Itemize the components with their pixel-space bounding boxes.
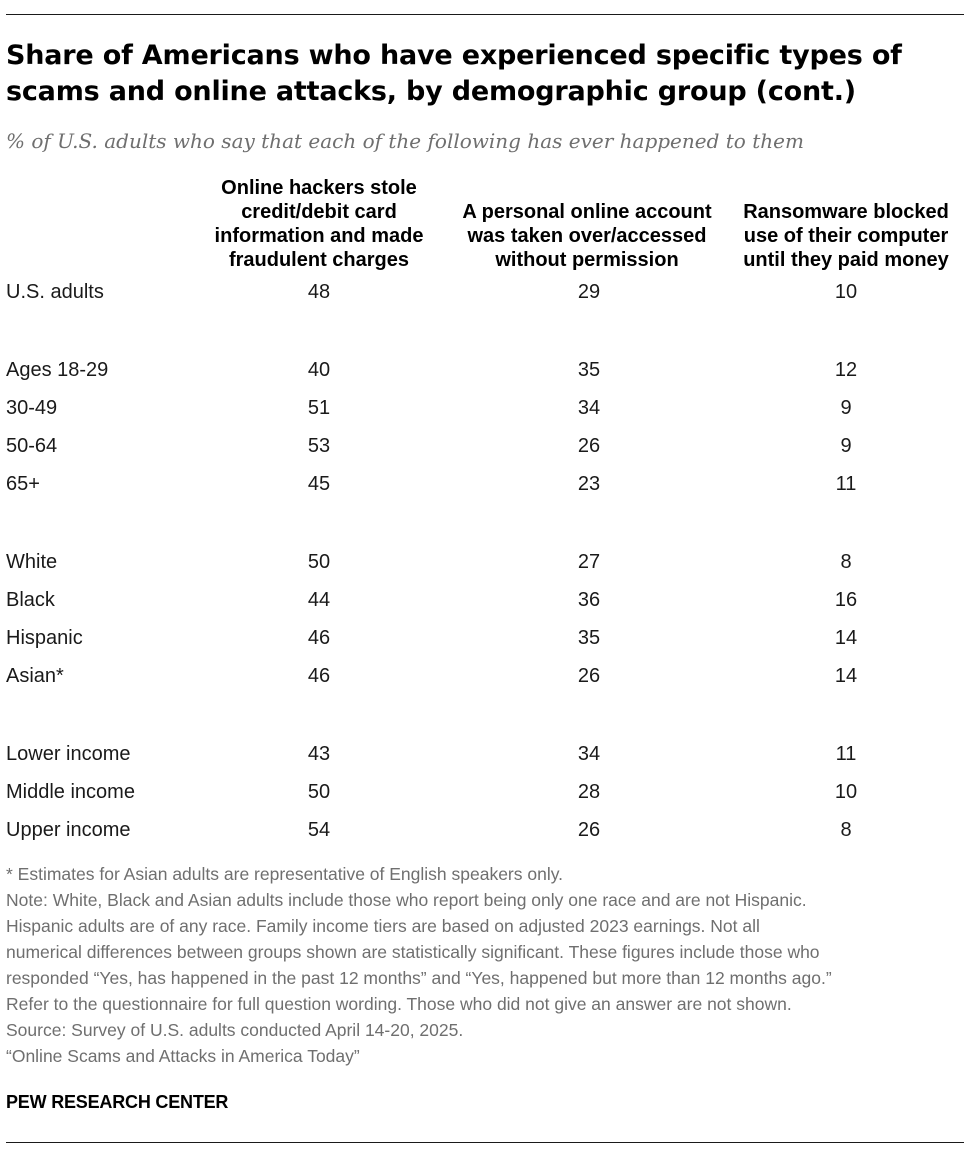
cell-value: 9: [840, 435, 852, 457]
cell-value: 26: [577, 665, 601, 687]
table-row: [0, 623, 970, 653]
column-header-credit-card: Online hackers stole credit/debit card information and made fraudulent charges: [214, 177, 424, 271]
row-label: 30-49: [6, 397, 58, 419]
cell-value: 34: [577, 743, 601, 765]
row-label: Asian*: [6, 665, 64, 687]
report-title-line: “Online Scams and Attacks in America Today”: [6, 1046, 360, 1066]
row-label: U.S. adults: [6, 281, 104, 303]
cell-value: 46: [307, 627, 331, 649]
row-label: White: [6, 551, 58, 573]
cell-value: 10: [834, 781, 858, 803]
row-label: Ages 18-29: [6, 359, 109, 381]
row-label: Middle income: [6, 781, 135, 803]
cell-value: 54: [307, 819, 331, 841]
table-row: [0, 355, 970, 385]
cell-value: 50: [307, 551, 331, 573]
cell-value: 44: [307, 589, 331, 611]
note-line: Note: White, Black and Asian adults include those who report being only one race and are not Hispanic.: [6, 890, 807, 910]
source-line: Source: Survey of U.S. adults conducted April 14-20, 2025.: [6, 1020, 464, 1040]
table-row: [0, 393, 970, 423]
cell-value: 36: [577, 589, 601, 611]
cell-value: 48: [307, 281, 331, 303]
cell-value: 12: [834, 359, 858, 381]
row-label: 65+: [6, 473, 40, 495]
cell-value: 35: [577, 627, 601, 649]
cell-value: 46: [307, 665, 331, 687]
row-label: Black: [6, 589, 55, 611]
cell-value: 40: [307, 359, 331, 381]
chart-subtitle: % of U.S. adults who say that each of the following has ever happened to them: [6, 129, 804, 153]
table-row: [0, 277, 970, 307]
footnotes: [6, 861, 966, 1069]
top-rule: [6, 14, 964, 15]
cell-value: 27: [577, 551, 601, 573]
cell-value: 53: [307, 435, 331, 457]
cell-value: 51: [307, 397, 331, 419]
row-label: Upper income: [6, 819, 131, 841]
cell-value: 11: [835, 473, 857, 495]
chart-title: Share of Americans who have experienced specific types of scams and online attacks, by demographic group (cont.): [6, 40, 902, 107]
cell-value: 10: [834, 281, 858, 303]
cell-value: 14: [834, 665, 858, 687]
table-row: [0, 661, 970, 691]
cell-value: 28: [577, 781, 601, 803]
cell-value: 43: [307, 743, 331, 765]
cell-value: 26: [577, 435, 601, 457]
row-label: Hispanic: [6, 627, 83, 649]
table-row: [0, 469, 970, 499]
cell-value: 50: [307, 781, 331, 803]
cell-value: 8: [840, 819, 852, 841]
cell-value: 35: [577, 359, 601, 381]
cell-value: 8: [840, 551, 852, 573]
cell-value: 11: [835, 743, 857, 765]
row-label: Lower income: [6, 743, 131, 765]
cell-value: 29: [577, 281, 601, 303]
cell-value: 26: [577, 819, 601, 841]
note-line: numerical differences between groups shown are statistically significant. These figures include those who: [6, 942, 820, 962]
table-row: [0, 739, 970, 769]
column-header-account-takeover: A personal online account was taken over/accessed without permission: [462, 201, 712, 271]
asterisk-note: * Estimates for Asian adults are representative of English speakers only.: [6, 864, 564, 884]
cell-value: 14: [834, 627, 858, 649]
bottom-rule: [6, 1142, 964, 1143]
pew-research-center-logo: PEW RESEARCH CENTER: [6, 1092, 229, 1112]
note-line: Refer to the questionnaire for full question wording. Those who did not give an answer are not shown.: [6, 994, 792, 1014]
column-header-ransomware: Ransomware blocked use of their computer until they paid money: [743, 201, 949, 271]
cell-value: 23: [577, 473, 601, 495]
note-line: responded “Yes, has happened in the past 12 months” and “Yes, happened but more than 12 months ago.”: [6, 968, 832, 988]
note-line: Hispanic adults are of any race. Family income tiers are based on adjusted 2023 earnings. Not all: [6, 916, 760, 936]
row-label: 50-64: [6, 435, 58, 457]
cell-value: 45: [307, 473, 331, 495]
cell-value: 34: [577, 397, 601, 419]
cell-value: 9: [840, 397, 852, 419]
table-row: [0, 547, 970, 577]
table-row: [0, 431, 970, 461]
table-row: [0, 777, 970, 807]
table-row: [0, 815, 970, 845]
cell-value: 16: [834, 589, 858, 611]
table-row: [0, 585, 970, 615]
